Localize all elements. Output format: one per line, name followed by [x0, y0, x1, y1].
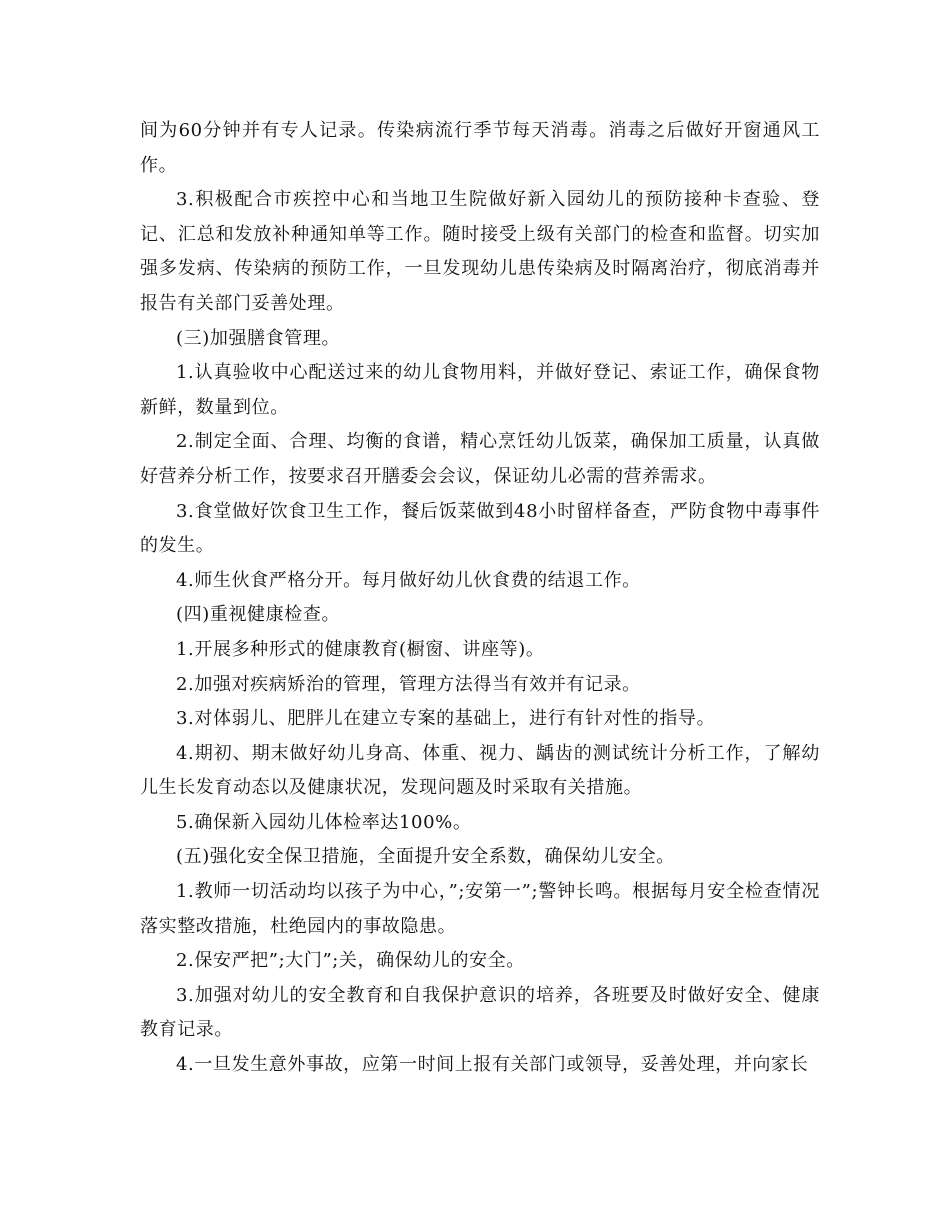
paragraph: 2.保安严把”;大门”;关，确保幼儿的安全。 [176, 950, 525, 972]
paragraph: 1.教师一切活动均以孩子为中心，”;安第一”;警钟长鸣。根据每月安全检查情况落实整改措施，杜绝园内的事故隐患。 [140, 881, 820, 937]
paragraph: 5.确保新入园幼儿体检率达100%。 [176, 811, 472, 833]
paragraph: 3.积极配合市疾控中心和当地卫生院做好新入园幼儿的预防接种卡查验、登记、汇总和发放补种通知单等工作。随时接受上级有关部门的检查和监督。切实加强多发病、传染病的预防工作，一旦发现幼儿患传染病及时隔离治疗，彻底消毒并报告有关部门妥善处理。 [140, 189, 820, 314]
paragraph: 2.制定全面、合理、均衡的食谱，精心烹饪幼儿饭菜，确保加工质量，认真做好营养分析工作，按要求召开膳委会会议，保证幼儿必需的营养需求。 [140, 431, 820, 487]
paragraph: 2.加强对疾病矫治的管理，管理方法得当有效并有记录。 [176, 673, 641, 695]
paragraph: 4.师生伙食严格分开。每月做好幼儿伙食费的结退工作。 [176, 569, 641, 591]
section-heading: (五)强化安全保卫措施，全面提升安全系数，确保幼儿安全。 [176, 846, 675, 868]
paragraph: 1.认真验收中心配送过来的幼儿食物用料，并做好登记、索证工作，确保食物新鲜，数量到位。 [140, 362, 820, 418]
section-heading: (四)重视健康检查。 [176, 604, 341, 626]
document-body [140, 114, 820, 1083]
paragraph: 3.加强对幼儿的安全教育和自我保护意识的培养，各班要及时做好安全、健康教育记录。 [140, 984, 820, 1041]
section-heading: (三)加强膳食管理。 [176, 327, 341, 349]
paragraph: 4.一旦发生意外事故，应第一时间上报有关部门或领导，妥善处理，并向家长 [176, 1054, 809, 1076]
paragraph: 间为60分钟并有专人记录。传染病流行季节每天消毒。消毒之后做好开窗通风工作。 [140, 120, 820, 176]
paragraph: 3.对体弱儿、肥胖儿在建立专案的基础上，进行有针对性的指导。 [176, 708, 716, 730]
paragraph: 1.开展多种形式的健康教育(橱窗、讲座等)。 [176, 638, 545, 660]
paragraph: 3.食堂做好饮食卫生工作，餐后饭菜做到48小时留样备查，严防食物中毒事件的发生。 [140, 500, 820, 557]
paragraph: 4.期初、期末做好幼儿身高、体重、视力、龋齿的测试统计分析工作，了解幼儿生长发育动态以及健康状况，发现问题及时采取有关措施。 [140, 742, 820, 799]
